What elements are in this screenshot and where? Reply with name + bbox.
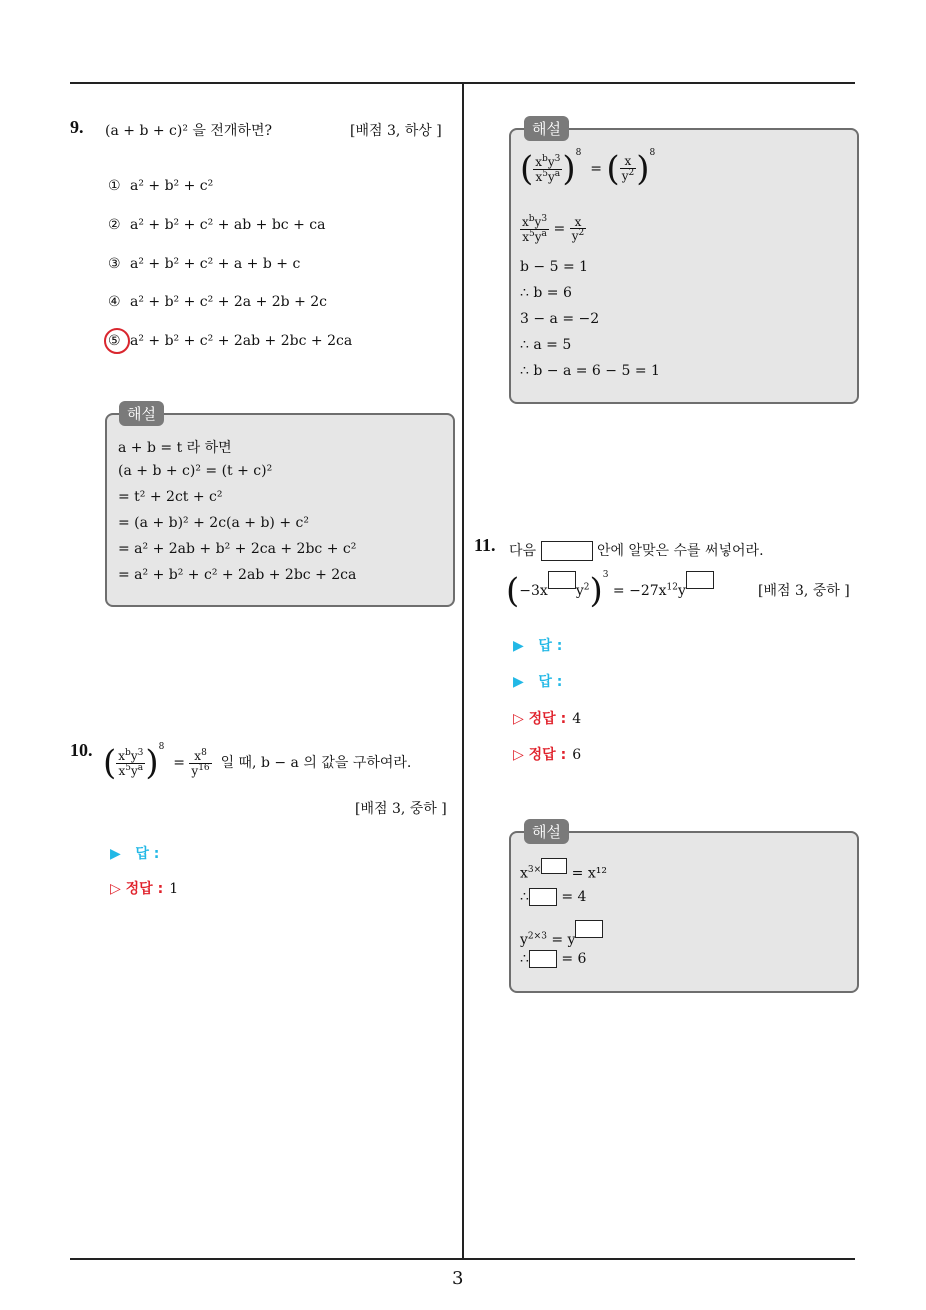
q10-answer-row[interactable] <box>110 843 159 863</box>
q11-explanation-tag: 해설 <box>524 819 569 844</box>
q9-option-2[interactable] <box>108 217 325 233</box>
q10-meta: [배점 3, 중하 ] <box>355 801 447 817</box>
q10-explanation-eq1: ( $\frac{x^by^3}{x^5y^a}$ )$^8$ = ( $\frac{x}{y^2}$ )$^8$ <box>520 148 656 189</box>
option-text: a² + b² + c² + 2ab + 2bc + 2ca <box>130 333 353 349</box>
q10-number: 10. <box>70 740 93 760</box>
q9-option-3[interactable] <box>108 256 300 272</box>
q9-option-1[interactable] <box>108 178 213 194</box>
option-mark: ① <box>108 178 121 194</box>
q10-question-suffix: 일 때, b − a 의 값을 구하여라. <box>220 755 412 771</box>
q11-question-suffix: 안에 알맞은 수를 써넣어라. <box>596 543 764 559</box>
q10-explanation-line: b − 5 = 1 <box>520 259 589 275</box>
q9-explanation-line: = a² + b² + c² + 2ab + 2bc + 2ca <box>118 567 357 583</box>
answer-blank <box>541 541 593 561</box>
option-text: a² + b² + c² <box>130 178 214 194</box>
option-mark: ④ <box>108 294 121 310</box>
q9-explanation-tag: 해설 <box>119 401 164 426</box>
correct-label: 정답 : <box>125 881 164 897</box>
q9-explanation-line: a + b = t 라 하면 <box>118 440 232 456</box>
q9-option-5[interactable] <box>108 333 352 349</box>
outline-arrow-icon: ▷ <box>513 747 524 763</box>
answer-label: 답 : <box>538 674 563 690</box>
q11-explanation-line: $y^{2\times 3} = y$ <box>520 920 603 948</box>
option-mark: ③ <box>108 256 121 272</box>
q9-question: (a + b + c)² 을 전개하면? <box>105 123 272 139</box>
q9-explanation-line: (a + b + c)² = (t + c)² <box>118 463 273 479</box>
option-mark: ⑤ <box>108 333 121 349</box>
q11-correct-row-1 <box>513 708 581 728</box>
option-mark: ② <box>108 217 121 233</box>
answer-label: 답 : <box>538 638 563 654</box>
selected-answer-circle-icon <box>104 328 130 354</box>
q11-correct-row-2 <box>513 744 581 764</box>
play-arrow-icon: ▶ <box>110 846 121 862</box>
q11-question <box>509 540 764 561</box>
page-number: 3 <box>452 1268 464 1289</box>
q10-explanation-line: ∴ b − a = 6 − 5 = 1 <box>520 363 660 379</box>
q9-explanation-line: = t² + 2ct + c² <box>118 489 223 505</box>
q10-explanation-line: ∴ b = 6 <box>520 285 572 301</box>
correct-label: 정답 : <box>528 711 567 727</box>
q11-answer-row-1[interactable] <box>513 635 562 655</box>
correct-value: 4 <box>572 711 582 727</box>
q10-equation: ( $\frac{x^by^3}{x^5y^a}$ )$^8$ = $\frac{x^8}{y^{16}}$ 일 때, b − a 의 값을 구하여라. <box>103 742 412 783</box>
option-text: a² + b² + c² + 2a + 2b + 2c <box>130 294 328 310</box>
q11-equation: (−3x $y^2)^3 = -27x^{12}y$ <box>506 570 714 611</box>
outline-arrow-icon: ▷ <box>513 711 524 727</box>
q11-question-prefix: 다음 <box>509 543 537 559</box>
play-arrow-icon: ▶ <box>513 638 524 654</box>
q11-meta: [배점 3, 중하 ] <box>758 583 850 599</box>
correct-value: 1 <box>169 881 179 897</box>
correct-label: 정답 : <box>528 747 567 763</box>
q9-option-4[interactable] <box>108 294 327 310</box>
play-arrow-icon: ▶ <box>513 674 524 690</box>
q11-answer-row-2[interactable] <box>513 671 562 691</box>
q9-explanation-line: = a² + 2ab + b² + 2ca + 2bc + c² <box>118 541 357 557</box>
q11-explanation-line: ∴ = 4 <box>520 889 587 905</box>
correct-value: 6 <box>572 747 582 763</box>
q11-number: 11. <box>474 535 496 555</box>
q10-explanation-eq2: $\frac{x^by^3}{x^5y^a}$ = $\frac{x}{y^2}$ <box>522 214 585 244</box>
option-text: a² + b² + c² + a + b + c <box>130 256 301 272</box>
answer-label: 답 : <box>135 846 160 862</box>
q11-explanation-box <box>509 831 859 993</box>
q9-number: 9. <box>70 117 84 137</box>
q10-explanation-tag: 해설 <box>524 116 569 141</box>
option-text: a² + b² + c² + ab + bc + ca <box>130 217 326 233</box>
q11-explanation-line: $x^{3\times} = x^{12}$ <box>520 858 607 882</box>
q9-meta: [배점 3, 하상 ] <box>350 123 442 139</box>
q11-explanation-line: ∴ = 6 <box>520 951 587 967</box>
q9-explanation-line: = (a + b)² + 2c(a + b) + c² <box>118 515 309 531</box>
q10-explanation-line: ∴ a = 5 <box>520 337 572 353</box>
q10-correct-row <box>110 878 178 898</box>
q10-explanation-line: 3 − a = −2 <box>520 311 600 327</box>
outline-arrow-icon: ▷ <box>110 881 121 897</box>
column-divider <box>462 84 464 1259</box>
